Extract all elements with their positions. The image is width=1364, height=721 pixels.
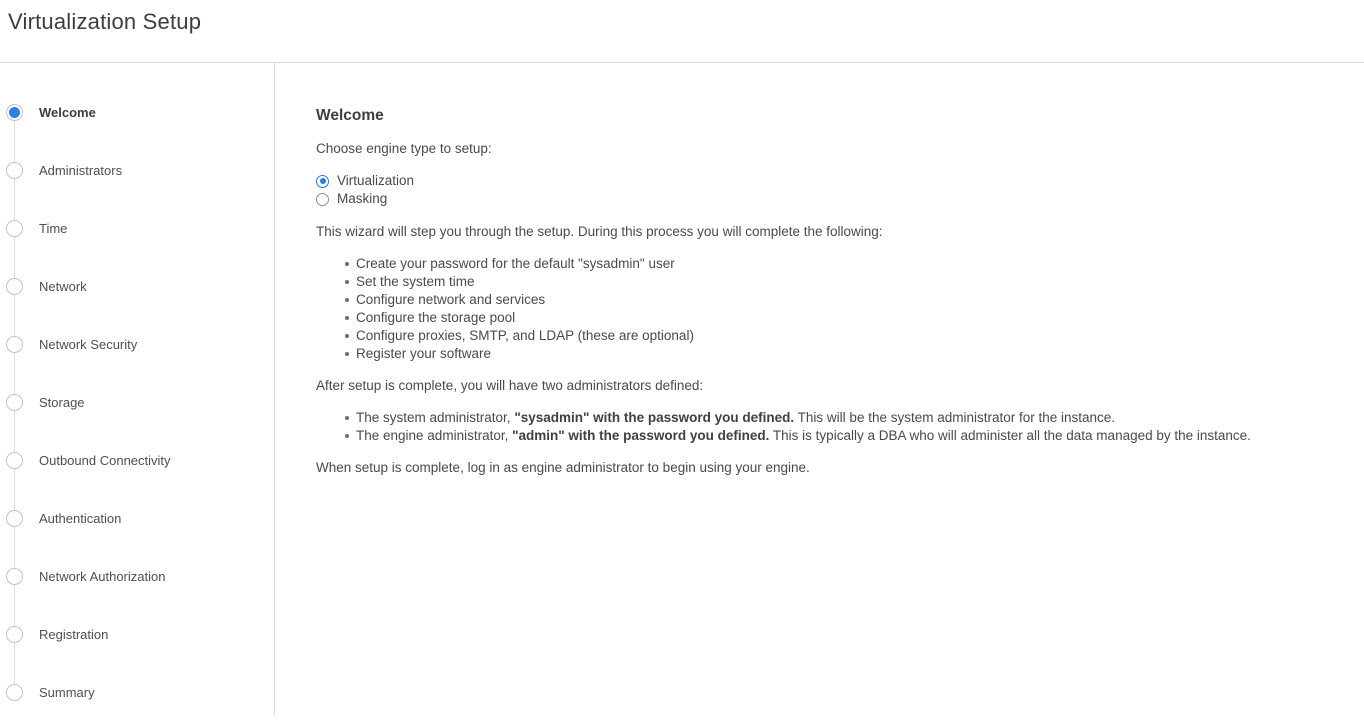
radio-label: Virtualization xyxy=(337,173,415,188)
closing-text: When setup is complete, log in as engine administrator to begin using your engine. xyxy=(316,460,810,475)
main-layout xyxy=(0,63,1364,716)
step-radio-icon xyxy=(6,336,23,353)
admin-text-prefix: The system administrator, xyxy=(356,410,515,425)
list-item: Register your software xyxy=(356,345,1324,363)
admin-text-bold: "sysadmin" with the password you defined. xyxy=(514,410,795,425)
sidebar-step-outbound-connectivity[interactable] xyxy=(0,431,274,489)
step-label: Summary xyxy=(39,684,95,700)
step-radio-icon xyxy=(6,162,23,179)
step-radio-selected-icon xyxy=(6,104,23,121)
list-item: Configure the storage pool xyxy=(356,309,1324,327)
step-label: Outbound Connectivity xyxy=(39,452,171,468)
administrators-intro-text: After setup is complete, you will have two administrators defined: xyxy=(316,378,704,393)
list-item: Configure proxies, SMTP, and LDAP (these are optional) xyxy=(356,327,1324,345)
step-label: Welcome xyxy=(39,104,96,120)
administrators-list xyxy=(316,409,1324,445)
panel-heading: Welcome xyxy=(316,107,384,124)
list-item xyxy=(356,409,1324,427)
list-item: Create your password for the default "sysadmin" user xyxy=(356,255,1324,273)
step-label: Network Authorization xyxy=(39,568,166,584)
admin-text-suffix: This will be the system administrator for the instance. xyxy=(794,410,1116,425)
step-label: Authentication xyxy=(39,510,122,526)
setup-stepper-sidebar xyxy=(0,63,275,716)
admin-text-suffix: This is typically a DBA who will administer all the data managed by the instance. xyxy=(769,428,1251,443)
sidebar-step-administrators[interactable] xyxy=(0,141,274,199)
step-label: Storage xyxy=(39,394,85,410)
step-radio-icon xyxy=(6,684,23,701)
step-radio-icon xyxy=(6,452,23,469)
step-radio-icon xyxy=(6,568,23,585)
sidebar-step-welcome[interactable] xyxy=(0,83,274,141)
page-header xyxy=(0,0,1364,63)
step-label: Administrators xyxy=(39,162,123,178)
step-radio-icon xyxy=(6,626,23,643)
step-radio-icon xyxy=(6,278,23,295)
wizard-intro-text: This wizard will step you through the setup. During this process you will complete the following: xyxy=(316,224,883,239)
admin-text-bold: "admin" with the password you defined. xyxy=(512,428,770,443)
sidebar-step-authentication[interactable] xyxy=(0,489,274,547)
sidebar-step-summary[interactable] xyxy=(0,663,274,721)
sidebar-step-storage[interactable] xyxy=(0,373,274,431)
sidebar-step-time[interactable] xyxy=(0,199,274,257)
step-label: Registration xyxy=(39,626,109,642)
sidebar-step-network[interactable] xyxy=(0,257,274,315)
step-label: Network Security xyxy=(39,336,138,352)
sidebar-step-network-security[interactable] xyxy=(0,315,274,373)
step-radio-icon xyxy=(6,394,23,411)
choose-engine-label: Choose engine type to setup: xyxy=(316,141,492,156)
engine-type-radio-group xyxy=(316,172,1324,208)
radio-unselected-icon[interactable] xyxy=(316,193,329,206)
engine-option-masking[interactable] xyxy=(316,190,1324,208)
step-radio-icon xyxy=(6,510,23,527)
setup-steps-list xyxy=(316,255,1324,363)
step-label: Time xyxy=(39,220,68,236)
admin-text-prefix: The engine administrator, xyxy=(356,428,513,443)
radio-selected-icon[interactable] xyxy=(316,175,329,188)
sidebar-step-registration[interactable] xyxy=(0,605,274,663)
step-radio-icon xyxy=(6,220,23,237)
page-title: Virtualization Setup xyxy=(8,9,202,34)
list-item: Configure network and services xyxy=(356,291,1324,309)
sidebar-step-network-authorization[interactable] xyxy=(0,547,274,605)
engine-option-virtualization[interactable] xyxy=(316,172,1324,190)
list-item xyxy=(356,427,1324,445)
radio-label: Masking xyxy=(337,191,388,206)
stepper-steps xyxy=(0,63,274,721)
welcome-panel xyxy=(275,63,1364,716)
step-label: Network xyxy=(39,278,87,294)
list-item: Set the system time xyxy=(356,273,1324,291)
